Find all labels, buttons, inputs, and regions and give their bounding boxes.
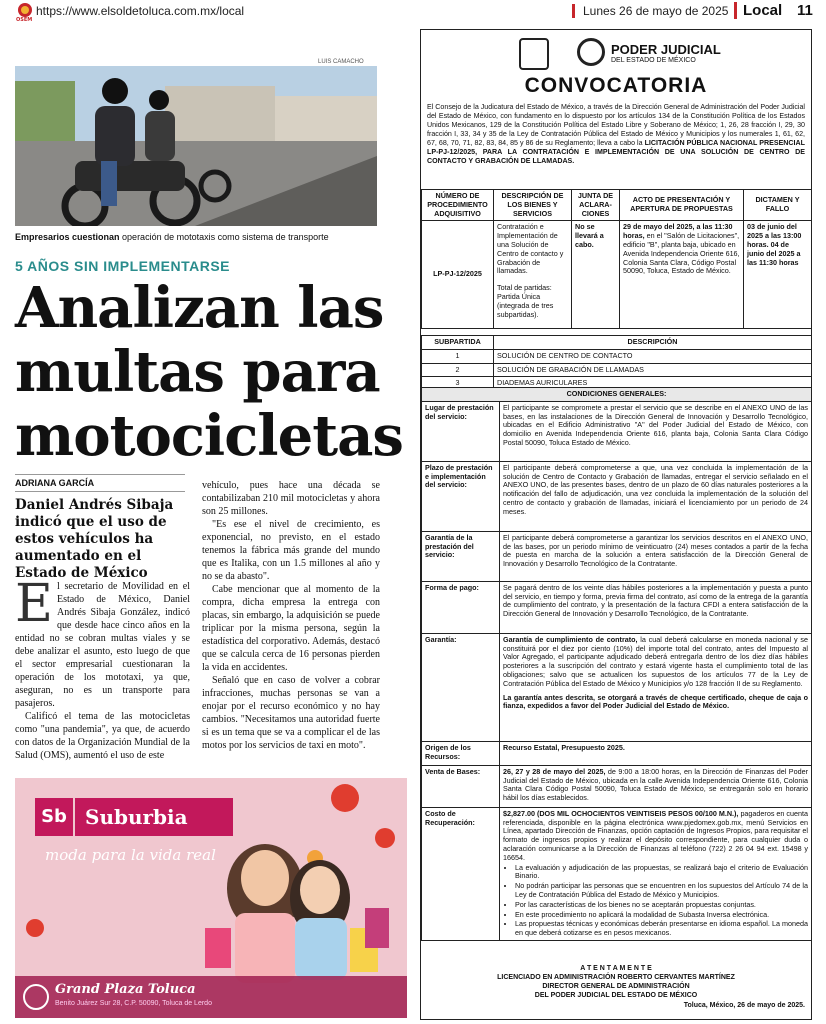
poder-judicial-logo-icon: [577, 38, 605, 66]
column-header: ACTO DE PRESENTACIÓN Y APERTURA DE PROPUESTAS: [620, 190, 744, 221]
column-header: DESCRIPCIÓN DE LOS BIENES Y SERVICIOS: [494, 190, 572, 221]
article-column-1: [15, 574, 190, 762]
conditions-list: [503, 864, 808, 938]
plaza-name: Grand Plaza Toluca: [55, 982, 196, 997]
state-emblem-icon: [519, 38, 549, 70]
column-header: DESCRIPCIÓN: [494, 336, 812, 350]
column-header: JUNTA DE ACLARA-CIONES: [572, 190, 620, 221]
convocatoria-title: CONVOCATORIA: [524, 74, 708, 97]
section-name: Local: [734, 2, 782, 19]
procedure-table: [421, 189, 812, 329]
condiciones-table: [421, 387, 812, 941]
table-row: Origen de los Recursos: Recurso Estatal, Presupuesto 2025.: [422, 741, 812, 765]
table-row: Lugar de prestación del servicio: El participante se compromete a prestar el servicio que se describe en el ANEXO UNO de las bases, en las instalaciones de la Dirección General de Innovación y Desarrollo Tecnológico, ubicadas en el Edificio Administrativo "A" del Poder Judicial del Estado de México, con domicilio en Avenida Independencia Oriente 616, planta baja, Colonia Santa Clara Código Postal 50090, Toluca Estado de México.: [422, 401, 812, 461]
ad-slogan: moda para la vida real: [45, 846, 216, 864]
paragraph: Señaló que en caso de volver a cobrar infracciones, muchas personas se van a enojar por el recurso económico y no hay cambios. "Necesitamos una autoridad fuerte si es un tema que se va a complicar el de las motos por los servicios de taxi en moto".: [202, 675, 380, 751]
caption-bold: Empresarios cuestionan: [15, 232, 120, 242]
table-header-row: [422, 336, 812, 350]
flower-logo-icon: [23, 984, 49, 1010]
article-byline: ADRIANA GARCÍA: [15, 478, 95, 488]
proc-description: Contratación e Implementación de una Solución de Centro de contacto y Grabación de llamadas. Total de partidas: Partida Única (integrada de tres subpartidas).: [494, 221, 572, 329]
column-header: SUBPARTIDA: [422, 336, 494, 350]
article-kicker: 5 AÑOS SIN IMPLEMENTARSE: [15, 258, 231, 274]
photo-caption: [15, 232, 385, 242]
list-item: • Por las características de los bienes no se aceptarán propuestas conjuntas.: [515, 901, 808, 910]
table-header-row: [422, 190, 812, 221]
signature-date: Toluca, México, 26 de mayo de 2025.: [683, 1002, 805, 1009]
column-header: DICTAMEN Y FALLO: [744, 190, 812, 221]
convocatoria-intro: El Consejo de la Judicatura del Estado de México, a través de la Dirección General de Administración del Poder Judicial del Estado de México, con fundamento en lo dispuesto por los artículos 134 de la Constitución Política de los Estados Unidos Mexicanos, 129 de la Constitución Política del Estado Libre y Soberano de México; 1, 26, 28 fracción I, 29, 30 fracción I, 33, 34 y 35 de la Ley de Contratación Pública del Estado de México y Municipios y los numerales 1, 61, 62, 67, 68, 70, 71, 82, 83, 84, 85 y 86 de su Reglamento; lleva a cabo la LICITACIÓN PÚBLICA NACIONAL PRESENCIAL LP-PJ-12/2025, PARA LA CONTRATACIÓN E IMPLEMENTACIÓN DE UNA SOLUCIÓN DE CENTRO DE CONTACTO Y GRABACIÓN DE LLAMADAS.: [427, 103, 805, 165]
signature-block: A T E N T A M E N T E LICENCIADO EN ADMINISTRACIÓN ROBERTO CERVANTES MARTÍNEZ DIRECTOR GENERAL DE ADMINISTRACIÓN DEL PODER JUDICIAL DEL ESTADO DE MÉXICO: [497, 965, 735, 999]
article-summary: Daniel Andrés Sibaja indicó que el uso de estos vehículos ha aumentado en el Estado de México: [15, 497, 174, 581]
paragraph: vehículo, pues hace una década se contabilizaban 210 mil motocicletas y ahora son 25 millones.: [202, 480, 380, 517]
paragraph: El secretario de Movilidad en el Estado de México, Daniel Andrés Sibaja González, indicó que desde hace cinco años en la entidad no se cobran multas viales y se debe analizar el asunto, esto luego de que el sector empresarial cuestionaran la operación de los mototaxi, ya que, aseguran, no es un transporte para pasajeros.: [15, 574, 190, 709]
plaza-address: Benito Juárez Sur 28, C.P. 50090, Toluca de Lerdo: [55, 1000, 212, 1007]
table-row: Costo de Recuperación: $2,827.00 (DOS MIL OCHOCIENTOS VEINTISEIS PESOS 00/100 M.N.), pagaderos en cuenta referenciada, disponible en la página electrónica www.pjedomex.gob.mx, menú Servicios en Línea, apartado Dirección de Finanzas, opción captación de Ingresos Propios, para requisitar el formato de ingresos propios y realizar el depósito correspondiente, para cualquier duda o aclaración comunicarse a la Dirección de Finanzas al teléfono (722) 2 26 04 94 ext. 15498 y 16654. • La evaluación y adjudicación de las propuestas, se realizará bajo el criterio de Evaluación Binario. • No podrán participar las personas que se encuentren en los supuestos del Artículo 74 de la Ley de Contratación Pública del Estado de México y Municipios. • Por las características de los bienes no se aceptarán propuestas conjuntas. • En este procedimiento no aplicará la modalidad de Subasta Inversa electrónica. • Las propuestas técnicas y económicas deberán presentarse en idioma español. La moneda en que deberá cotizarse es en pesos mexicanos.: [422, 807, 812, 940]
page-header: [0, 0, 826, 24]
table-row: 3 DIADEMAS AURICULARES: [422, 377, 812, 391]
subpartidas-table: [421, 335, 812, 391]
photo-credit: LUIS CAMACHO: [318, 59, 364, 65]
summary-rule: [15, 491, 185, 492]
motorcycle-scene-illustration: [15, 66, 377, 226]
table-row: Garantía: Garantía de cumplimiento de contrato, la cual deberá calcularse en moneda nacional y se constituirá por el diez por ciento (10%) del importe total del contrato, antes del Impuesto al Valor Agregado, el participante adjudicado deberá entregarla dentro de los diez días hábiles posteriores a la suscripción del contrato y estará vigente hasta el cumplimiento total de las obligaciones; salvo que se actualicen los supuestos de los artículos 77 de la Ley de Contratación Pública del Estado de México y Municipios y/o 128 fracción II de su Reglamento. La garantía antes descrita, se otorgará a través de cheque certificado, cheque de caja o fianza, expedidos a favor del Poder Judicial del Estado de México.: [422, 633, 812, 741]
column-header: NÚMERO DE PROCEDIMIENTO ADQUISITIVO: [422, 190, 494, 221]
article-headline: Analizan las multas para motocicletas: [15, 275, 403, 469]
table-row: Forma de pago: Se pagará dentro de los veinte días hábiles posteriores a la implementación y puesta a punto del servicio, en tiempo y forma, previa firma del contrato, así como de la entrega de la garantía de cumplimiento del contrato, y la presentación de la factura CFDI a entera satisfacción de la Dirección General de Innovación y Desarrollo Tecnológico, de la Contratante.: [422, 581, 812, 633]
list-item: • No podrán participar las personas que se encuentren en los supuestos del Artículo 74 de la Ley de Contratación Pública del Estado de México y Municipios.: [515, 882, 808, 900]
article-photo: [15, 66, 377, 226]
byline-rule: [15, 474, 185, 475]
table-row: [422, 221, 812, 329]
table-row: 1 SOLUCIÓN DE CENTRO DE CONTACTO: [422, 349, 812, 363]
paragraph: "Es ese el nivel de crecimiento, es exponencial, no previsto, en el estado tenemos la fábrica más grande del mundo que es Italika, con un 1.5 millones al año y no se da abasto".: [202, 519, 380, 582]
logo-text: OSEM: [16, 17, 33, 23]
article-column-2: [202, 479, 380, 752]
sun-logo-icon: [18, 3, 32, 17]
suburbia-brand: Suburbia: [75, 798, 233, 836]
site-url[interactable]: https://www.elsoldetoluca.com.mx/local: [36, 4, 245, 18]
junta: No se llevará a cabo.: [572, 221, 620, 329]
paragraph: Cabe mencionar que al momento de la compra, dicha empresa la entrega con placas, sin embargo, la adquisición se puede triplicar por la misma persona, según la estadística del corporativo. Además, destacó que se calcula cerca de 16 personas pierden la vida en accidentes.: [202, 584, 380, 673]
table-row: Plazo de prestación e implementación del servicio: El participante deberá comprometerse a que, una vez concluida la implementación de la solución de Centro de Contacto y Grabación de llamadas, entregar el servicio señalado en el ANEXO UNO, de las presentes bases, dentro de un plazo de 60 días naturales posteriores a la notificación del fallo de adjudicación, una vez concluida la implementación de la solución del centro de contacto y grabación de llamadas, iniciará el licenciamiento por un periodo de 24 meses.: [422, 461, 812, 531]
table-row: Venta de Bases: 26, 27 y 28 de mayo del 2025, de 9:00 a 18:00 horas, en la Dirección de Finanzas del Poder Judicial del Estado de México, ubicada en la calle Avenida Independencia Oriente 616, Colonia Santa Clara Código Postal 50090, Toluca Estado de México, se entregarán solo en horario hábil los días establecidos.: [422, 765, 812, 807]
suburbia-logo: Sb: [35, 798, 73, 836]
list-item: • La evaluación y adjudicación de las propuestas, se realizará bajo el criterio de Evaluación Binario.: [515, 864, 808, 882]
acto-presentacion: 29 de mayo del 2025, a las 11:30 horas, en el "Salón de Licitaciones", edificio "B", planta baja, ubicado en Avenida Independencia Oriente 616, Colonia Santa Clara, Código Postal 50090, Toluca, Estado de México.: [620, 221, 744, 329]
dictamen-fallo: 03 de junio del 2025 a las 13:00 horas. 04 de junio del 2025 a las 11:30 horas: [744, 221, 812, 329]
proc-number: LP-PJ-12/2025: [422, 221, 494, 329]
table-row: Garantía de la prestación del servicio: El participante deberá comprometerse a garantizar los servicios descritos en el ANEXO UNO, de las bases, por un periodo mínimo de veinticuatro (24) meses contados a partir de la fecha de puesta en marcha de la solución a entera satisfacción de la Dirección General de Innovación y Desarrollo Tecnológico de la Contratante.: [422, 531, 812, 581]
issue-date: Lunes 26 de mayo de 2025: [572, 4, 728, 18]
table-header-row: CONDICIONES GENERALES:: [422, 388, 812, 402]
paragraph: Calificó el tema de las motocicletas como "una pandemia", ya que, de acuerdo con datos de la Organización Mundial de la Salud (OMS), aumentó el uso de este: [15, 711, 190, 761]
convocatoria-notice: [420, 29, 812, 1020]
dropcap: E: [15, 574, 53, 634]
org-subtitle: DEL ESTADO DE MÉXICO: [611, 57, 696, 64]
list-item: • En este procedimiento no aplicará la modalidad de Subasta Inversa electrónica.: [515, 911, 808, 920]
ad-footer: [15, 976, 407, 1018]
list-item: • Las propuestas técnicas y económicas deberán presentarse en idioma español. La moneda en que deberá cotizarse es en pesos mexicanos.: [515, 920, 808, 938]
org-title: PODER JUDICIAL: [611, 42, 721, 57]
caption-text: operación de mototaxis como sistema de transporte: [119, 232, 329, 242]
page-number: 11: [797, 2, 813, 19]
table-row: 2 SOLUCIÓN DE GRABACIÓN DE LLAMADAS: [422, 363, 812, 377]
suburbia-advertisement[interactable]: [15, 778, 407, 1018]
